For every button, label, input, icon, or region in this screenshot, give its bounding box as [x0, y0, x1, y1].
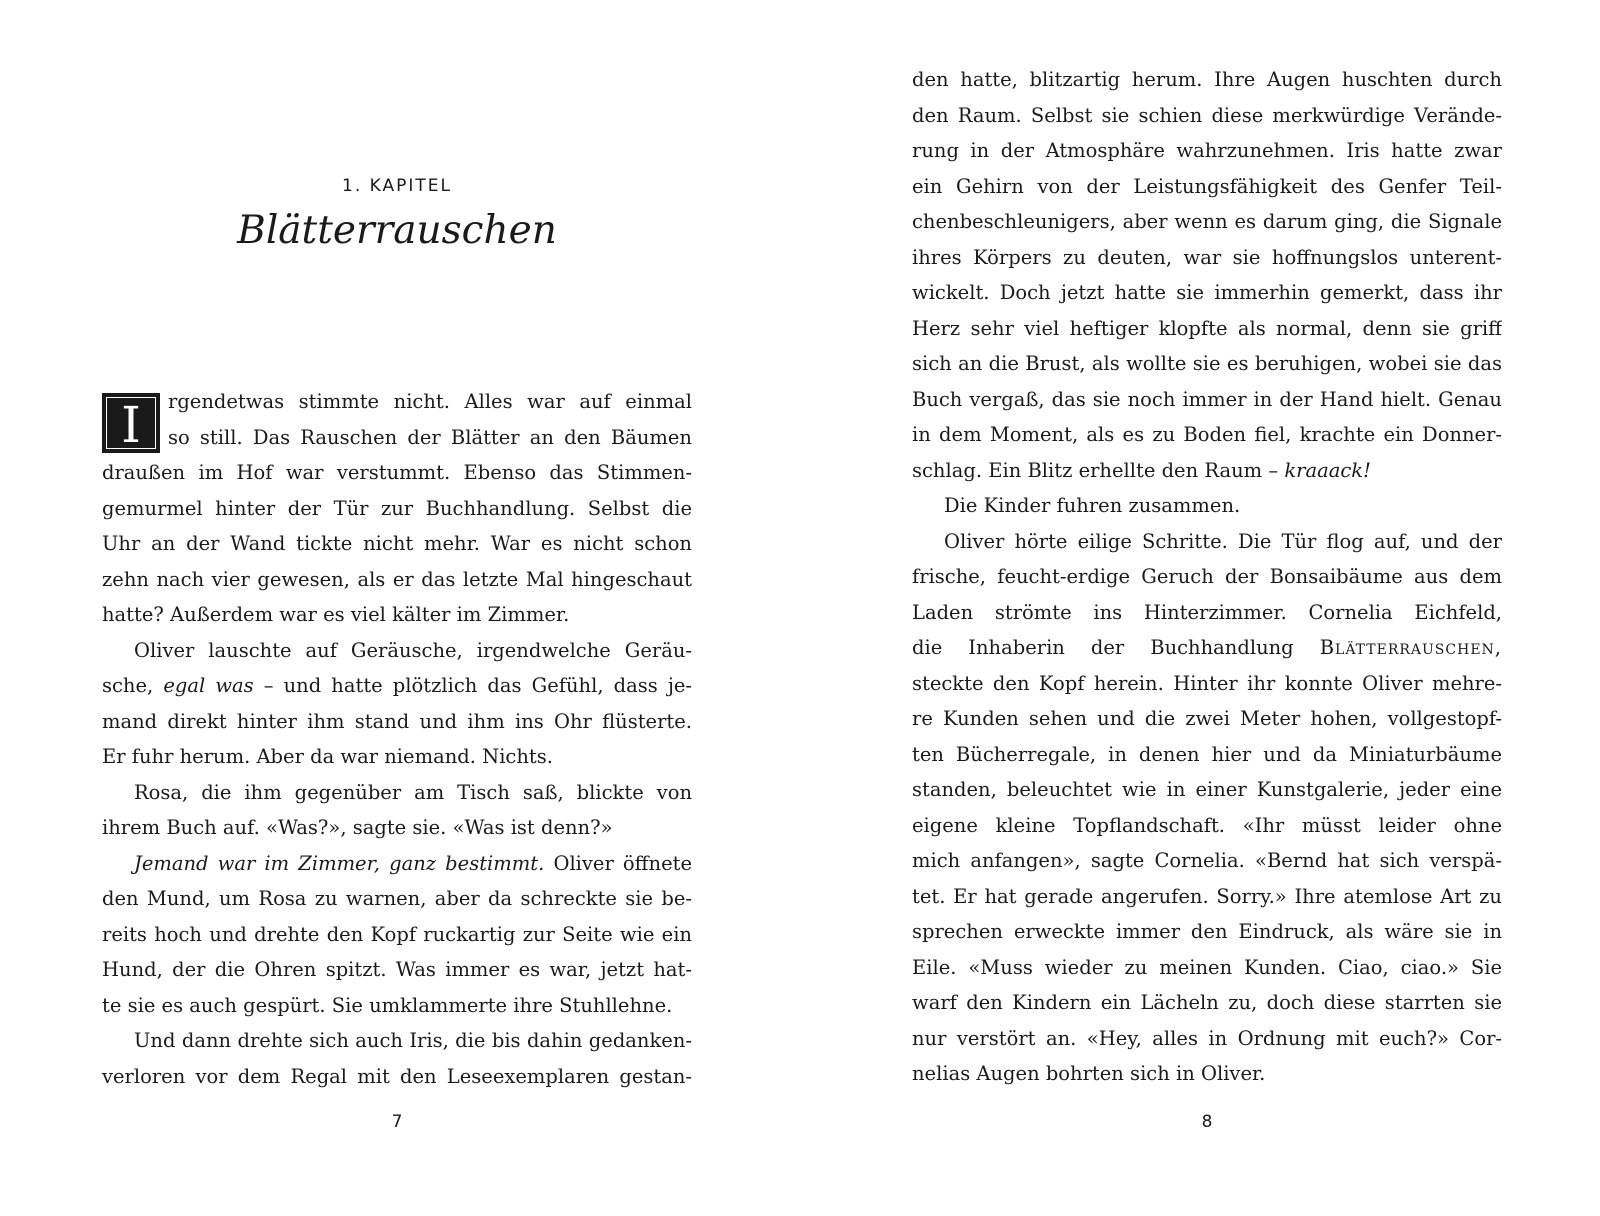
text-line	[102, 668, 692, 704]
text-line: verloren vor dem Regal mit den Leseexemplaren gestan-	[102, 1064, 692, 1088]
text-line: mand direkt hinter ihm stand und ihm ins Ohr flüsterte.	[102, 709, 692, 733]
text-line: gemurmel hinter der Tür zur Buchhandlung. Selbst die	[102, 496, 692, 520]
text-line	[912, 630, 1502, 666]
left-body-text	[102, 384, 692, 1094]
text-line: Die Kinder fuhren zusammen.	[944, 494, 1241, 517]
text-line: Uhr an der Wand tickte nicht mehr. War es nicht schon	[102, 532, 692, 555]
text-line: hatte? Außerdem war es viel kälter im Zimmer.	[102, 603, 570, 626]
right-body-text	[912, 62, 1502, 1092]
page-number: 7	[391, 1112, 403, 1132]
text-line: Rosa, die ihm gegenüber am Tisch saß, blickte von	[134, 780, 692, 804]
text-line: Er fuhr herum. Aber da war niemand. Nichts.	[102, 745, 553, 768]
text-line: warf den Kindern ein Lächeln zu, doch diese starrten sie	[912, 991, 1502, 1014]
text-line: nur verstört an. «Hey, alles in Ordnung mit euch?» Cor-	[912, 1026, 1502, 1050]
text-line: mich anfangen», sagte Cornelia. «Bernd hat sich verspä-	[912, 849, 1502, 872]
text-line: so still. Das Rauschen der Blätter an den Bäumen	[168, 425, 692, 449]
text-line: den Mund, um Rosa zu warnen, aber da schreckte sie be-	[102, 887, 692, 910]
text-line: zehn nach vier gewesen, als er das letzte Mal hingeschaut	[102, 567, 692, 591]
text-line: re Kunden sehen und die zwei Meter hohen, vollgestopf-	[912, 707, 1502, 730]
text-line: ein Gehirn von der Leistungsfähigkeit des Genfer Teil-	[912, 174, 1502, 198]
drop-cap: I	[102, 393, 160, 453]
text-line: frische, feucht-erdige Geruch der Bonsaibäume aus dem	[912, 565, 1502, 588]
text-line: tet. Er hat gerade angerufen. Sorry.» Ihre atemlose Art zu	[912, 884, 1502, 908]
text-segment: sche,	[102, 674, 154, 697]
text-line: in dem Moment, als es zu Boden fiel, krachte ein Donner-	[912, 423, 1502, 446]
text-line: chenbeschleunigers, aber wenn es darum ging, die Signale	[912, 210, 1502, 233]
italic-text: kraaack!	[1284, 458, 1371, 482]
text-line: standen, beleuchtet wie in einer Kunstgalerie, jeder eine	[912, 778, 1502, 801]
text-segment: die Inhaberin der Buchhandlung	[912, 636, 1294, 659]
chapter-title: Blätterrauschen	[237, 208, 557, 253]
text-segment: Oliver öffnete	[553, 851, 692, 875]
text-line: Eile. «Muss wieder zu meinen Kunden. Ciao, ciao.» Sie	[912, 955, 1502, 979]
text-line: Oliver hörte eilige Schritte. Die Tür flog auf, und der	[944, 529, 1502, 553]
text-segment: schlag. Ein Blitz erhellte den Raum –	[912, 458, 1279, 482]
text-line: den Raum. Selbst sie schien diese merkwürdige Verände-	[912, 103, 1502, 127]
text-line: Oliver lauschte auf Geräusche, irgendwelche Geräu-	[134, 638, 692, 662]
text-line: reits hoch und drehte den Kopf ruckartig zur Seite wie ein	[102, 922, 692, 946]
text-line: wickelt. Doch jetzt hatte sie immerhin gemerkt, dass ihr	[912, 281, 1502, 304]
italic-text: Jemand war im Zimmer, ganz bestimmt.	[134, 851, 545, 875]
text-segment: – und hatte plötzlich das Gefühl, dass je-	[263, 674, 692, 697]
italic-text: egal was	[163, 674, 254, 697]
text-line: ihrem Buch auf. «Was?», sagte sie. «Was ist denn?»	[102, 816, 613, 839]
text-line: te sie es auch gespürt. Sie umklammerte ihre Stuhllehne.	[102, 993, 673, 1017]
text-line: ihres Körpers zu deuten, war sie hoffnungslos unterent-	[912, 245, 1502, 269]
chapter-label: 1. KAPITEL	[342, 176, 452, 196]
text-line: Laden strömte ins Hinterzimmer. Cornelia Eichfeld,	[912, 600, 1502, 624]
left-page	[102, 0, 692, 1216]
text-line: Herz sehr viel heftiger klopfte als normal, denn sie griff	[912, 316, 1502, 340]
text-line: steckte den Kopf herein. Hinter ihr konnte Oliver mehre-	[912, 671, 1502, 695]
text-line: eigene kleine Topflandschaft. «Ihr müsst leider ohne	[912, 813, 1502, 837]
text-line: rgendetwas stimmte nicht. Alles war auf einmal	[168, 390, 692, 413]
page-number: 8	[1201, 1112, 1213, 1132]
right-page	[912, 0, 1502, 1216]
text-line: sich an die Brust, als wollte sie es beruhigen, wobei sie das	[912, 352, 1502, 375]
text-line: den hatte, blitzartig herum. Ihre Augen huschten durch	[912, 68, 1502, 91]
small-caps-text: Blätterrauschen,	[1319, 636, 1502, 659]
text-line: Buch vergaß, das sie noch immer in der Hand hielt. Genau	[912, 387, 1502, 411]
text-line: rung in der Atmosphäre wahrzunehmen. Iris hatte zwar	[912, 139, 1502, 162]
text-line	[102, 846, 692, 882]
text-line: Und dann drehte sich auch Iris, die bis dahin gedanken-	[134, 1029, 692, 1052]
text-line	[912, 453, 1502, 489]
text-line: sprechen erweckte immer den Eindruck, als wäre sie in	[912, 920, 1502, 943]
text-line: nelias Augen bohrten sich in Oliver.	[912, 1062, 1266, 1085]
text-line: draußen im Hof war verstummt. Ebenso das Stimmen-	[102, 461, 692, 484]
text-line: Hund, der die Ohren spitzt. Was immer es war, jetzt hat-	[102, 958, 692, 981]
text-line: ten Bücherregale, in denen hier und da Miniaturbäume	[912, 742, 1502, 766]
